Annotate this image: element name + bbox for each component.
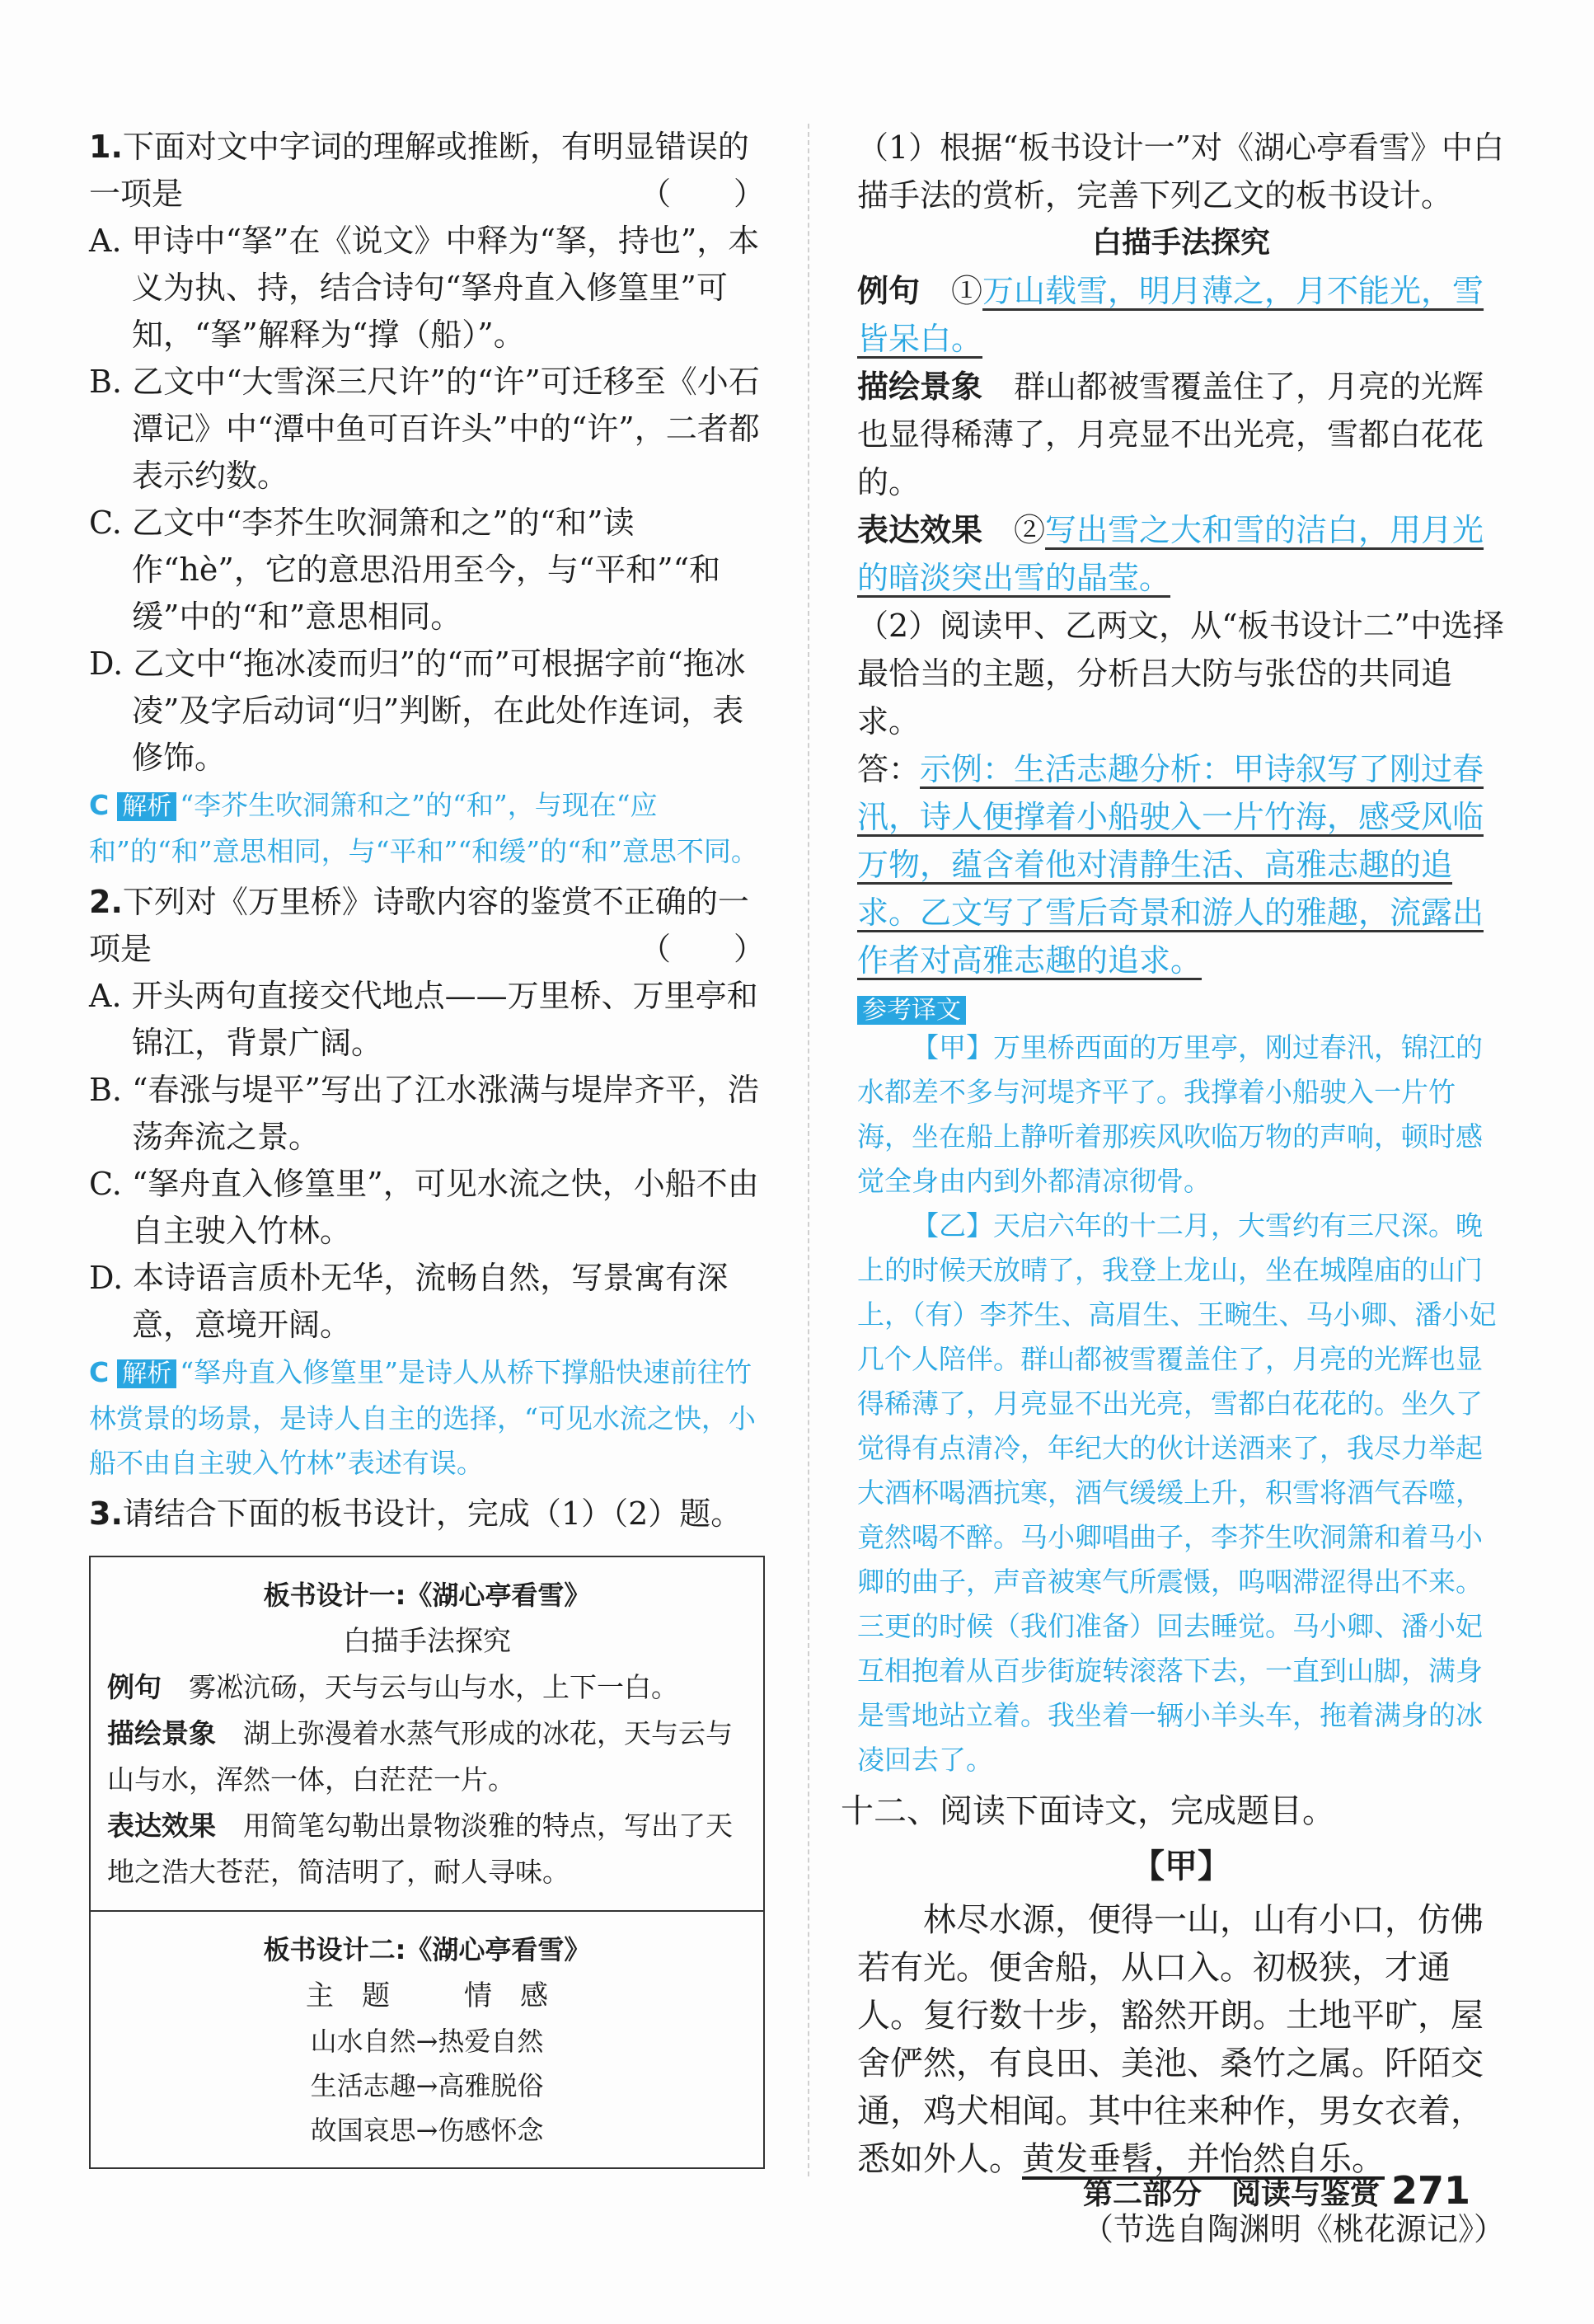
box1-row-scene: 描绘景象 湖上弥漫着水蒸气形成的冰花，天与云与山与水，浑然一体，白茫茫一片。 <box>107 1717 733 1796</box>
page-number: 271 <box>1390 2168 1470 2213</box>
box1-row-example: 例句 雾凇沆砀，天与云与山与水，上下一白。 <box>107 1671 678 1703</box>
q2-option-c: C. “拏舟直入修篁里”，可见水流之快，小船不由自主驶入竹林。 <box>89 1166 759 1249</box>
part-1-title: 白描手法探究 <box>1091 226 1270 260</box>
example-row: 例句 ①万山载雪，明月薄之，月不能光，雪皆呆白。 <box>857 273 1484 357</box>
q2-answer-analysis: C 解析 “拏舟直入修篁里”是诗人从桥下撑船快速前往竹林赏景的场景，是诗人自主的选择，“可见水流之快，小船不由自主驶入竹林”表述有误。 <box>89 1356 756 1479</box>
translation-jia: 【甲】万里桥西面的万里亭，刚过春汛，锦江的水都差不多与河堤齐平了。我撑着小船驶入一片竹海，坐在船上静听着那疾风吹临万物的声响，顿时感觉全身由内到外都清凉彻骨。 <box>857 1031 1483 1197</box>
board-design-2: 板书设计二:《湖心亭看雪》 主 题 情 感 山水自然→热爱自然 生活志趣→高雅脱俗 故国哀思→伤感怀念 <box>91 1910 763 2167</box>
page-footer: 第二部分 阅读与鉴赏 271 <box>1082 2168 1470 2213</box>
scene-row: 描绘景象 群山都被雪覆盖住了，月亮的光辉也显得稀薄了，月亮显不出光亮，雪都白花花的。 <box>857 369 1484 500</box>
column-divider <box>808 124 809 2176</box>
part-2-answer: 答：示例：生活志趣分析：甲诗叙写了刚过春汛，诗人便撑着小船驶入一片竹海，感受风临万物，蕴含着他对清静生活、高雅志趣的追求。乙文写了雪后奇景和游人的雅趣，流露出作者对高雅志趣的追求。 <box>857 751 1484 979</box>
part-1-question: （1）根据“板书设计一”对《湖心亭看雪》中白描手法的赏析，完善下列乙文的板书设计。 <box>857 129 1505 214</box>
q1-option-a: A. 甲诗中“拏”在《说文》中释为“拏，持也”，本义为执、持，结合诗句“拏舟直入修篁里”可知，“拏”解释为“撑（船）”。 <box>89 223 760 353</box>
question-3-stem: 3.请结合下面的板书设计，完成（1）（2）题。 <box>89 1495 743 1532</box>
q2-option-d: D. 本诗语言质朴无华，流畅自然，写景寓有深意，意境开阔。 <box>89 1260 729 1343</box>
q1-answer-analysis: C 解析 “李芥生吹洞箫和之”的“和”，与现在“应和”的“和”意思相同，与“平和”“和缓”的“和”意思不同。 <box>89 789 758 867</box>
answer-bracket: （ ） <box>639 176 765 212</box>
answer-bracket: （ ） <box>639 931 765 967</box>
left-column <box>89 124 765 2169</box>
effect-row: 表达效果 ②写出雪之大和雪的洁白，用月光的暗淡突出雪的晶莹。 <box>857 512 1484 596</box>
box2-row: 生活志趣→高雅脱俗 <box>310 2070 544 2101</box>
q1-option-b: B. 乙文中“大雪深三尺许”的“许”可迁移至《小石潭记》中“潭中鱼可百许头”中的“许”，二者都表示约数。 <box>89 364 760 494</box>
box2-row: 故国哀思→伤感怀念 <box>310 2115 544 2146</box>
translation-tag-row: 参考译文 <box>857 989 1505 1026</box>
question-1-stem: 1.下面对文中字词的理解或推断，有明显错误的一项是 （ ） <box>89 124 765 218</box>
passage-source: （节选自陶渊明《桃花源记》） <box>1081 2211 1505 2247</box>
right-column <box>841 124 1505 2254</box>
box1-row-effect: 表达效果 用简笔勾勒出景物淡雅的特点，写出了天地之浩大苍茫，简洁明了，耐人寻味。 <box>107 1810 733 1888</box>
q2-option-b: B. “春涨与堤平”写出了江水涨满与堤岸齐平，浩荡奔流之景。 <box>89 1072 759 1155</box>
jia-title: 【甲】 <box>1132 1847 1231 1885</box>
box2-row: 山水自然→热爱自然 <box>310 2026 544 2057</box>
q1-option-c: C. 乙文中“李芥生吹洞箫和之”的“和”读作“hè”，它的意思沿用至今，与“平和”“和缓”中的“和”意思相同。 <box>89 505 721 635</box>
passage-peach-blossom: 林尽水源，便得一山，山有小口，仿佛若有光。便舍船，从口入。初极狭，才通人。复行数十步，豁然开朗。土地平旷，屋舍俨然，有良田、美池、桑竹之属。阡陌交通，鸡犬相闻。其中往来种作，男女衣着，悉如外人。黄发垂髫，并怡然自乐。 <box>857 1901 1484 2178</box>
box2-header: 主 题 情 感 <box>306 1979 548 2012</box>
board-design-box <box>89 1556 765 2169</box>
part-2-question: （2）阅读甲、乙两文，从“板书设计二”中选择最恰当的主题，分析吕大防与张岱的共同追求。 <box>857 608 1505 739</box>
translation-yi: 【乙】天启六年的十二月，大雪约有三尺深。晚上的时候天放晴了，我登上龙山，坐在城隍庙的山门上，（有）李芥生、高眉生、王畹生、马小卿、潘小妃几个人陪伴。群山都被雪覆盖住了，月亮的光辉也显得稀薄了，月亮显不出光亮，雪都白花花的。坐久了觉得有点清冷，年纪大的伙计送酒来了，我尽力举起大酒杯喝酒抗寒，酒气缓缓上升，积雪将酒气吞噬，竟然喝不醉。马小卿唱曲子，李芥生吹洞箫和着马小卿的曲子，声音被寒气所震慑，呜咽滞涩得出不来。三更的时候（我们准备）回去睡觉。马小卿、潘小妃互相抱着从百步街旋转滚落下去，一直到山脚，满身是雪地站立着。我坐着一辆小羊头车，拖着满身的冰凌回去了。 <box>857 1209 1497 1776</box>
q2-option-a: A. 开头两句直接交代地点——万里桥、万里亭和锦江，背景广阔。 <box>89 978 758 1061</box>
q1-option-d: D. 乙文中“拖冰凌而归”的“而”可根据字前“拖冰凌”及字后动词“归”判断，在此处作连词，表修饰。 <box>89 646 746 776</box>
question-2-stem: 2.下列对《万里桥》诗歌内容的鉴赏不正确的一项是 （ ） <box>89 879 765 973</box>
section-12-heading: 十二、阅读下面诗文，完成题目。 <box>841 1792 1335 1830</box>
board-design-1: 板书设计一:《湖心亭看雪》 白描手法探究 例句 雾凇沆砀，天与云与山与水，上下一白。 描绘景象 湖上弥漫着水蒸气形成的冰花，天与云与山与水，浑然一体，白茫茫一片。 表达效果 用简笔勾勒出景物淡雅的特点，写出了天地之浩大苍茫，简洁明了，耐人寻味。 <box>91 1557 763 1910</box>
